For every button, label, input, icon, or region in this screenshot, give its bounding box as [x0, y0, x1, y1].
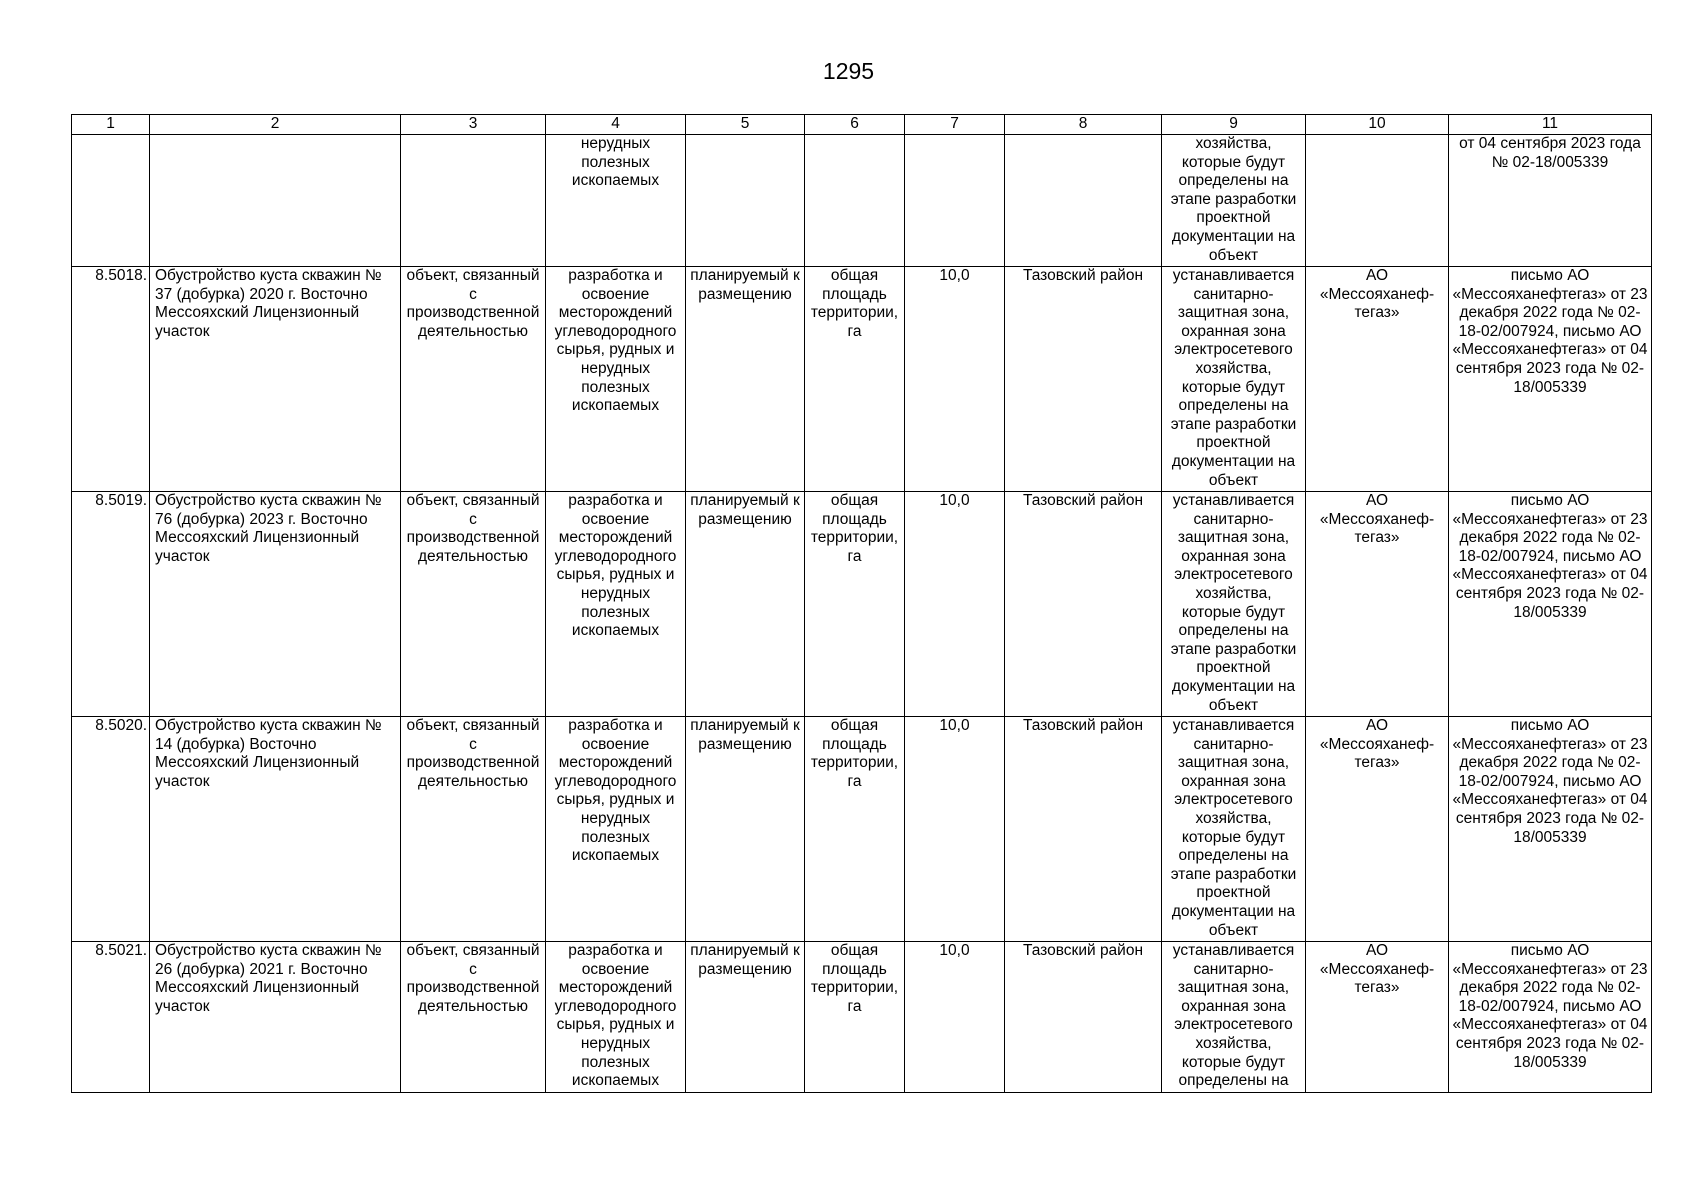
cell-location: Тазовский район: [1005, 492, 1162, 717]
table-row: [72, 492, 1652, 717]
cell-zones: хозяйства, которые будут определены на этапе разработки проектной документации на объект: [1162, 135, 1306, 267]
cell-name: [150, 135, 401, 267]
cell-name: Обустройство куста скважин № 37 (добурка) 2020 г. Восточно Мессояхский Лицензионный участок: [150, 267, 401, 492]
cell-param: [805, 135, 905, 267]
cell-type: [401, 135, 546, 267]
cell-location: Тазовский район: [1005, 942, 1162, 1093]
cell-source: письмо АО «Мессояханефтегаз» от 23 декабря 2022 года № 02-18-02/007924, письмо АО «Мессояханефтегаз» от 04 сентября 2023 года № 02-18/005339: [1449, 492, 1652, 717]
table-row: [72, 942, 1652, 1093]
cell-param: общая площадь территории, га: [805, 267, 905, 492]
column-header: 10: [1306, 115, 1449, 135]
cell-num: 8.5021.: [72, 942, 150, 1093]
cell-source: от 04 сентября 2023 года № 02-18/005339: [1449, 135, 1652, 267]
cell-location: Тазовский район: [1005, 267, 1162, 492]
cell-org: АО «Мессояханеф-тегаз»: [1306, 267, 1449, 492]
cell-num: [72, 135, 150, 267]
cell-value: 10,0: [905, 492, 1005, 717]
cell-value: 10,0: [905, 942, 1005, 1093]
column-header: 2: [150, 115, 401, 135]
page-number: 1295: [822, 58, 875, 84]
cell-name: Обустройство куста скважин № 14 (добурка) Восточно Мессояхский Лицензионный участок: [150, 717, 401, 942]
cell-status: планируемый к размещению: [686, 492, 805, 717]
cell-num: 8.5019.: [72, 492, 150, 717]
continuation-row: [72, 135, 1652, 267]
cell-type: объект, связанный с производственной деятельностью: [401, 942, 546, 1093]
cell-zones: устанавливается санитарно-защитная зона, охранная зона электросетевого хозяйства, которые будут определены на этапе разработки проектной документации на объект: [1162, 267, 1306, 492]
cell-value: 10,0: [905, 717, 1005, 942]
cell-location: [1005, 135, 1162, 267]
cell-zones: устанавливается санитарно-защитная зона, охранная зона электросетевого хозяйства, которые будут определены на этапе разработки проектной документации на объект: [1162, 492, 1306, 717]
column-header: 3: [401, 115, 546, 135]
column-header: 1: [72, 115, 150, 135]
register-table: [71, 114, 1652, 1093]
cell-source: письмо АО «Мессояханефтегаз» от 23 декабря 2022 года № 02-18-02/007924, письмо АО «Мессояханефтегаз» от 04 сентября 2023 года № 02-18/005339: [1449, 267, 1652, 492]
cell-num: 8.5018.: [72, 267, 150, 492]
column-header: 11: [1449, 115, 1652, 135]
cell-source: письмо АО «Мессояханефтегаз» от 23 декабря 2022 года № 02-18-02/007924, письмо АО «Мессояханефтегаз» от 04 сентября 2023 года № 02-18/005339: [1449, 717, 1652, 942]
cell-param: общая площадь территории, га: [805, 492, 905, 717]
cell-type: объект, связанный с производственной деятельностью: [401, 267, 546, 492]
cell-name: Обустройство куста скважин № 26 (добурка) 2021 г. Восточно Мессояхский Лицензионный участок: [150, 942, 401, 1093]
column-header: 9: [1162, 115, 1306, 135]
cell-param: общая площадь территории, га: [805, 717, 905, 942]
column-header: 5: [686, 115, 805, 135]
cell-org: АО «Мессояханеф-тегаз»: [1306, 492, 1449, 717]
cell-status: планируемый к размещению: [686, 942, 805, 1093]
cell-org: [1306, 135, 1449, 267]
column-header: 4: [546, 115, 686, 135]
cell-purpose: разработка и освоение месторождений углеводородного сырья, рудных и нерудных полезных ископаемых: [546, 492, 686, 717]
cell-zones: устанавливается санитарно-защитная зона, охранная зона электросетевого хозяйства, которые будут определены на: [1162, 942, 1306, 1093]
cell-num: 8.5020.: [72, 717, 150, 942]
cell-type: объект, связанный с производственной деятельностью: [401, 492, 546, 717]
column-header: 7: [905, 115, 1005, 135]
cell-purpose: разработка и освоение месторождений углеводородного сырья, рудных и нерудных полезных ископаемых: [546, 717, 686, 942]
cell-value: [905, 135, 1005, 267]
column-header: 8: [1005, 115, 1162, 135]
table-row: [72, 267, 1652, 492]
column-header: 6: [805, 115, 905, 135]
cell-status: планируемый к размещению: [686, 717, 805, 942]
cell-org: АО «Мессояханеф-тегаз»: [1306, 717, 1449, 942]
cell-param: общая площадь территории, га: [805, 942, 905, 1093]
cell-name: Обустройство куста скважин № 76 (добурка) 2023 г. Восточно Мессояхский Лицензионный участок: [150, 492, 401, 717]
cell-type: объект, связанный с производственной деятельностью: [401, 717, 546, 942]
cell-purpose: нерудных полезных ископаемых: [546, 135, 686, 267]
cell-source: письмо АО «Мессояханефтегаз» от 23 декабря 2022 года № 02-18-02/007924, письмо АО «Мессояханефтегаз» от 04 сентября 2023 года № 02-18/005339: [1449, 942, 1652, 1093]
table-row: [72, 717, 1652, 942]
cell-location: Тазовский район: [1005, 717, 1162, 942]
cell-value: 10,0: [905, 267, 1005, 492]
cell-status: [686, 135, 805, 267]
column-number-header-row: [72, 115, 1652, 135]
cell-org: АО «Мессояханеф-тегаз»: [1306, 942, 1449, 1093]
cell-purpose: разработка и освоение месторождений углеводородного сырья, рудных и нерудных полезных ископаемых: [546, 267, 686, 492]
cell-purpose: разработка и освоение месторождений углеводородного сырья, рудных и нерудных полезных ископаемых: [546, 942, 686, 1093]
cell-status: планируемый к размещению: [686, 267, 805, 492]
cell-zones: устанавливается санитарно-защитная зона, охранная зона электросетевого хозяйства, которые будут определены на этапе разработки проектной документации на объект: [1162, 717, 1306, 942]
